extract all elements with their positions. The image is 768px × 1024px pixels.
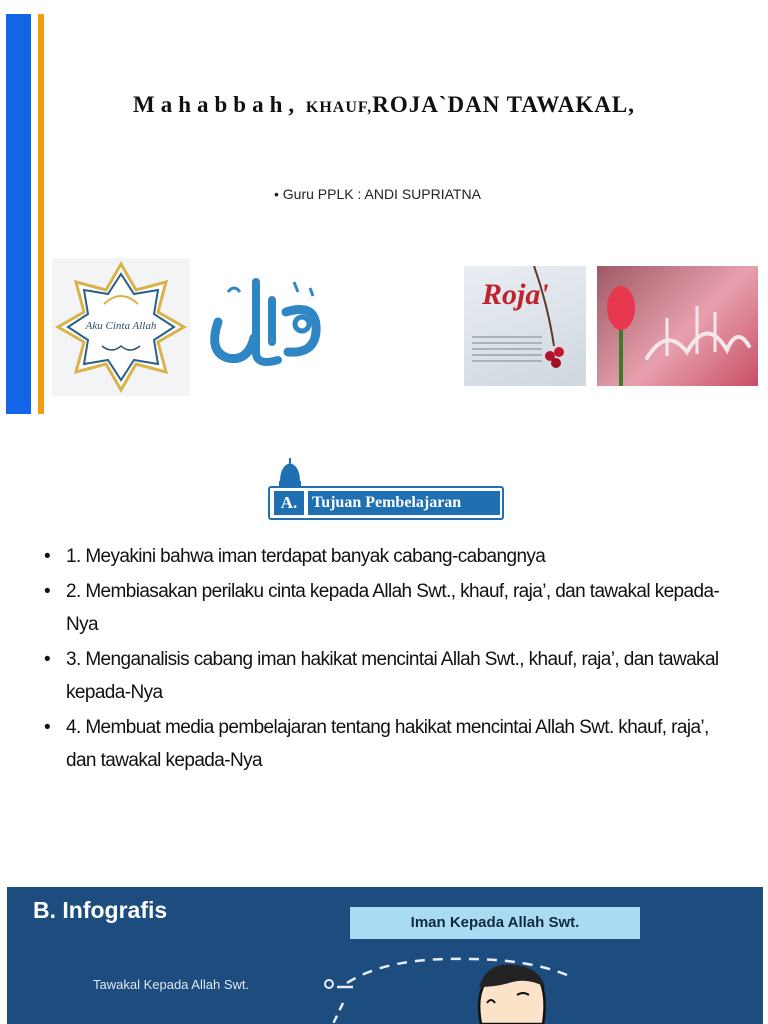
objectives-list (44, 540, 734, 779)
objective-item: • 3. Menganalisis cabang iman hakikat mencintai Allah Swt., khauf, raja’, dan tawakal kepada-Nya (44, 643, 734, 709)
person-head-icon (479, 964, 545, 1024)
slide-title (0, 92, 768, 118)
left-accent-bar (6, 14, 31, 414)
infografis-panel (7, 887, 763, 1024)
section-a-box (268, 486, 504, 520)
objective-item: • 4. Membuat media pembelajaran tentang hakikat mencintai Allah Swt. khauf, raja’, dan tawakal kepada-Nya (44, 711, 734, 777)
khauf-calligraphy-image (198, 262, 338, 382)
mosque-dome-icon (278, 458, 302, 488)
star-emblem-caption: Aku Cinta Allah (85, 320, 157, 332)
node-circle-icon (325, 980, 333, 988)
section-a-letter: A. (274, 491, 304, 515)
tawakal-image (597, 266, 758, 386)
title-mahabbah: Mahabbah, (133, 92, 301, 117)
title-khauf: KHAUF, (305, 99, 373, 116)
calligraphy-khauf-icon (198, 262, 338, 382)
objective-item: • 2. Membiasakan perilaku cinta kepada Allah Swt., khauf, raja’, dan tawakal kepada-Nya (44, 575, 734, 641)
roja-word: Roja' (482, 278, 549, 311)
infografis-title: B. Infografis (33, 897, 168, 923)
left-orange-stripe (38, 14, 44, 414)
tawakal-node-label: Tawakal Kepada Allah Swt. (93, 977, 250, 992)
infografis-connectors (7, 887, 763, 1024)
iman-central-label: Iman Kepada Allah Swt. (350, 907, 640, 939)
title-roja-tawakal: ROJA`DAN TAWAKAL, (372, 92, 635, 117)
star-emblem-image (52, 258, 190, 396)
berries-icon (464, 266, 586, 386)
section-a-header (268, 458, 506, 522)
objective-item: • 1. Meyakini bahwa iman terdapat banyak cabang-cabangnya (44, 540, 734, 573)
section-a-title: Tujuan Pembelajaran (308, 491, 500, 515)
roja-image (464, 266, 586, 386)
tulip-calligraphy-icon (597, 266, 758, 386)
teacher-line: • Guru PPLK : ANDI SUPRIATNA (274, 186, 481, 202)
